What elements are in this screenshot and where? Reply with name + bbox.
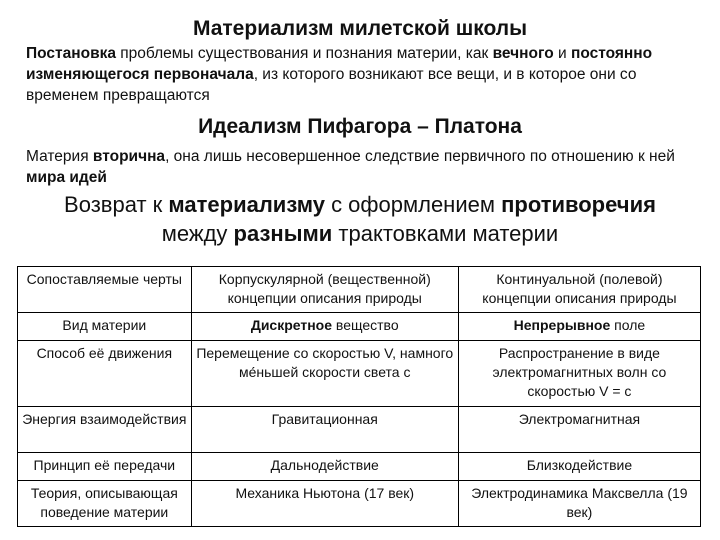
text-bold: мира идей xyxy=(26,169,107,186)
heading-idealism: Идеализм Пифагора – Платона xyxy=(198,115,522,138)
text-bold: противоречия xyxy=(501,192,656,217)
table-cell: Гравитационная xyxy=(191,407,458,453)
table-row xyxy=(18,481,701,527)
text: Материя xyxy=(26,148,93,165)
text: Возврат к xyxy=(64,192,169,217)
table-row xyxy=(18,313,701,341)
text-bold: материализму xyxy=(168,192,325,217)
text-bold: Дискретное xyxy=(250,317,333,333)
text: и xyxy=(553,45,571,62)
table-cell xyxy=(191,313,458,341)
text-bold: разными xyxy=(233,221,333,246)
text: , из которого возникают все вещи, и в которое они со временем превращаются xyxy=(26,66,637,104)
text-bold: Постановка xyxy=(26,45,116,62)
table-cell: Принцип её передачи xyxy=(18,453,192,481)
text: поле xyxy=(610,317,646,333)
table-cell: Механика Ньютона (17 век) xyxy=(191,481,458,527)
table-row xyxy=(18,453,701,481)
text-bold: вторична xyxy=(92,148,166,165)
table-row xyxy=(18,267,701,313)
table-row xyxy=(18,341,701,407)
heading-return-to-materialism xyxy=(30,190,690,248)
paragraph-materialism xyxy=(26,43,696,106)
text: трактовками материи xyxy=(332,221,559,246)
table-cell: Распространение в виде электромагнитных волн со скоростью V = c xyxy=(458,341,700,407)
table-cell: Вид материи xyxy=(18,313,192,341)
comparison-table xyxy=(17,266,701,527)
text: вещество xyxy=(332,317,399,333)
text-bold: вечного xyxy=(492,45,554,62)
paragraph-idealism xyxy=(26,146,696,188)
text-bold: постоянно изменяющегося первоначала xyxy=(26,45,653,83)
table-cell: Сопоставляемые черты xyxy=(18,267,192,313)
heading-materialism-miletus: Материализм милетской школы xyxy=(192,17,528,40)
table-cell: Континуальной (полевой) концепции описания природы xyxy=(458,267,700,313)
table-cell: Способ её движения xyxy=(18,341,192,407)
text: с оформлением xyxy=(324,192,502,217)
text-bold: Непрерывное xyxy=(513,317,611,333)
table-row xyxy=(18,407,701,453)
table-cell: Перемещение со скоростью V, намного ме́ньшей скорости света c xyxy=(191,341,458,407)
table-cell: Теория, описывающая поведение материи xyxy=(18,481,192,527)
table-cell: Электромагнитная xyxy=(458,407,700,453)
table-cell: Электродинамика Максвелла (19 век) xyxy=(458,481,700,527)
text: между xyxy=(161,221,234,246)
table-cell: Близкодействие xyxy=(458,453,700,481)
table-cell: Дальнодействие xyxy=(191,453,458,481)
table-cell xyxy=(458,313,700,341)
table-cell: Энергия взаимодействия xyxy=(18,407,192,453)
text: проблемы существования и познания материи, как xyxy=(115,45,493,62)
text: , она лишь несовершенное следствие первичного по отношению к ней xyxy=(165,148,675,165)
table-cell: Корпускулярной (вещественной) концепции описания природы xyxy=(191,267,458,313)
